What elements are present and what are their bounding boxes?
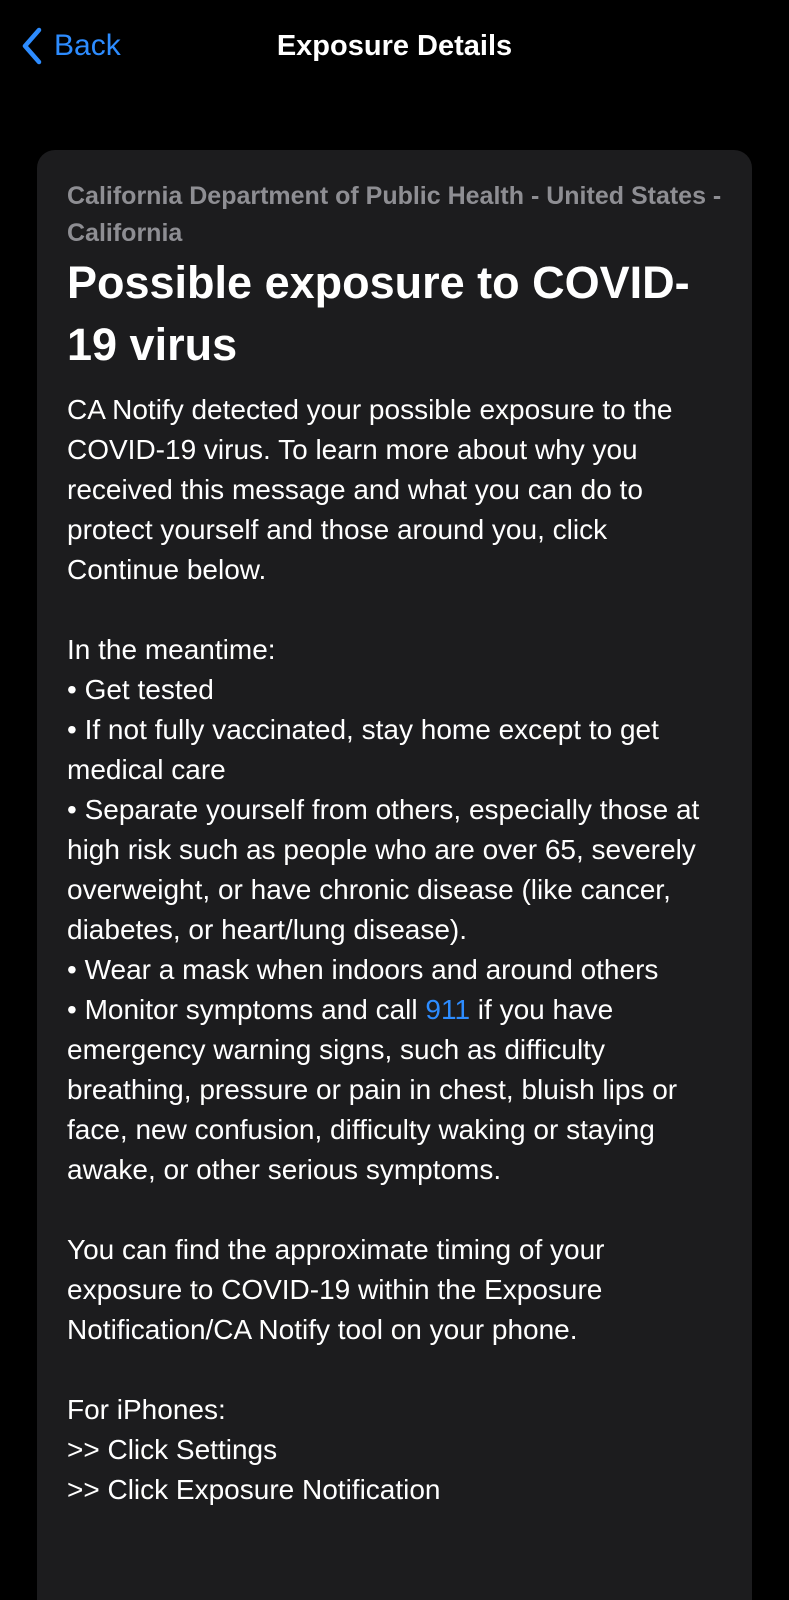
list-item: • If not fully vaccinated, stay home except to get medical care	[67, 714, 659, 785]
navigation-bar	[0, 0, 789, 92]
list-item: • Separate yourself from others, especially those at high risk such as people who are over 65, severely overweight, or have chronic disease (like cancer, diabetes, or heart/lung disease).	[67, 794, 700, 945]
paragraph-spacer	[67, 1190, 722, 1230]
list-item: >> Click Settings	[67, 1434, 278, 1465]
call-911-link[interactable]: 911	[425, 994, 471, 1025]
page-title: Exposure Details	[276, 30, 513, 62]
monitor-text-after: if you have emergency warning signs, such as difficulty breathing, pressure or pain in chest, bluish lips or face, new confusion, difficulty waking or staying awake, or other serious symptoms.	[67, 994, 678, 1185]
list-item: • Wear a mask when indoors and around others	[67, 954, 659, 985]
paragraph-spacer	[67, 590, 722, 630]
exposure-headline: Possible exposure to COVID-19 virus	[67, 257, 690, 370]
list-item: • Get tested	[67, 674, 214, 705]
list-item: >> Click Exposure Notification	[67, 1474, 441, 1505]
intro-paragraph: CA Notify detected your possible exposure to the COVID-19 virus. To learn more about why you received this message and what you can do to protect yourself and those around you, click Continue below.	[67, 394, 673, 585]
list-item-monitor-symptoms	[67, 990, 722, 1190]
meantime-heading: In the meantime:	[67, 634, 276, 665]
health-authority-source: California Department of Public Health - United States - California	[67, 182, 722, 247]
back-label: Back	[54, 29, 121, 62]
monitor-text-before: • Monitor symptoms and call	[67, 994, 426, 1025]
exposure-card	[37, 150, 752, 1600]
iphones-heading: For iPhones:	[67, 1394, 226, 1425]
timing-paragraph: You can find the approximate timing of your exposure to COVID-19 within the Exposure Notification/CA Notify tool on your phone.	[67, 1234, 605, 1345]
paragraph-spacer	[67, 1350, 722, 1390]
exposure-message-body	[67, 390, 722, 1510]
